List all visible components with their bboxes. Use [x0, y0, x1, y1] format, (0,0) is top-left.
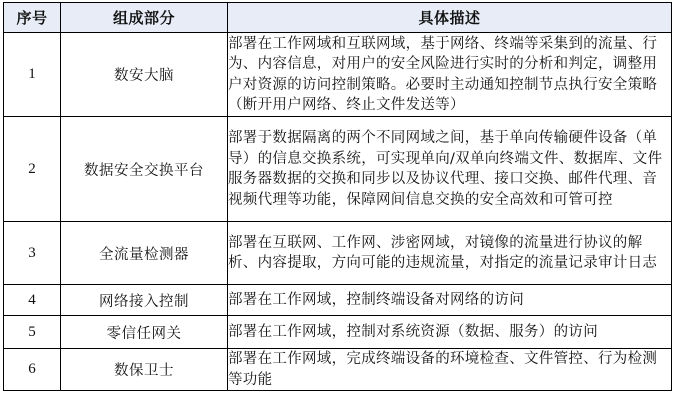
table-row — [4, 33, 672, 117]
header-row — [4, 3, 672, 33]
row-number: 1 — [4, 33, 61, 117]
table-body — [4, 33, 672, 391]
header-description: 具体描述 — [228, 3, 672, 33]
component-description: 部署在工作网域，控制对系统资源（数据、服务）的访问 — [228, 316, 672, 349]
table-row — [4, 349, 672, 391]
component-description: 部署在工作网域，完成终端设备的环境检查、文件管控、行为检测等功能 — [228, 349, 672, 391]
component-name: 数安大脑 — [61, 33, 228, 117]
row-number: 4 — [4, 285, 61, 316]
table-row — [4, 222, 672, 285]
component-description: 部署于数据隔离的两个不同网域之间，基于单向传输硬件设备（单导）的信息交换系统，可实现单向/双单向终端文件、数据库、文件服务器数据的交换和同步以及协议代理、接口交换、邮件代理、音视频代理等功能，保障网间信息交换的安全高效和可管可控 — [228, 117, 672, 222]
component-description: 部署在工作网域和互联网域，基于网络、终端等采集到的流量、行为、内容信息，对用户的安全风险进行实时的分析和判定，调整用户对资源的访问控制策略。必要时主动通知控制节点执行安全策略（断开用户网络、终止文件发送等） — [228, 33, 672, 117]
component-name: 数据安全交换平台 — [61, 117, 228, 222]
component-name: 全流量检测器 — [61, 222, 228, 285]
row-number: 6 — [4, 349, 61, 391]
component-description: 部署在互联网、工作网、涉密网域，对镜像的流量进行协议的解析、内容提取，方向可能的违规流量，对指定的流量记录审计日志 — [228, 222, 672, 285]
components-table — [3, 2, 672, 391]
header-component: 组成部分 — [61, 3, 228, 33]
row-number: 5 — [4, 316, 61, 349]
table-row — [4, 285, 672, 316]
table-row — [4, 117, 672, 222]
component-name: 数保卫士 — [61, 349, 228, 391]
component-description: 部署在工作网域，控制终端设备对网络的访问 — [228, 285, 672, 316]
row-number: 2 — [4, 117, 61, 222]
table-row — [4, 316, 672, 349]
component-name: 网络接入控制 — [61, 285, 228, 316]
row-number: 3 — [4, 222, 61, 285]
table-header — [4, 3, 672, 33]
header-number: 序号 — [4, 3, 61, 33]
component-name: 零信任网关 — [61, 316, 228, 349]
